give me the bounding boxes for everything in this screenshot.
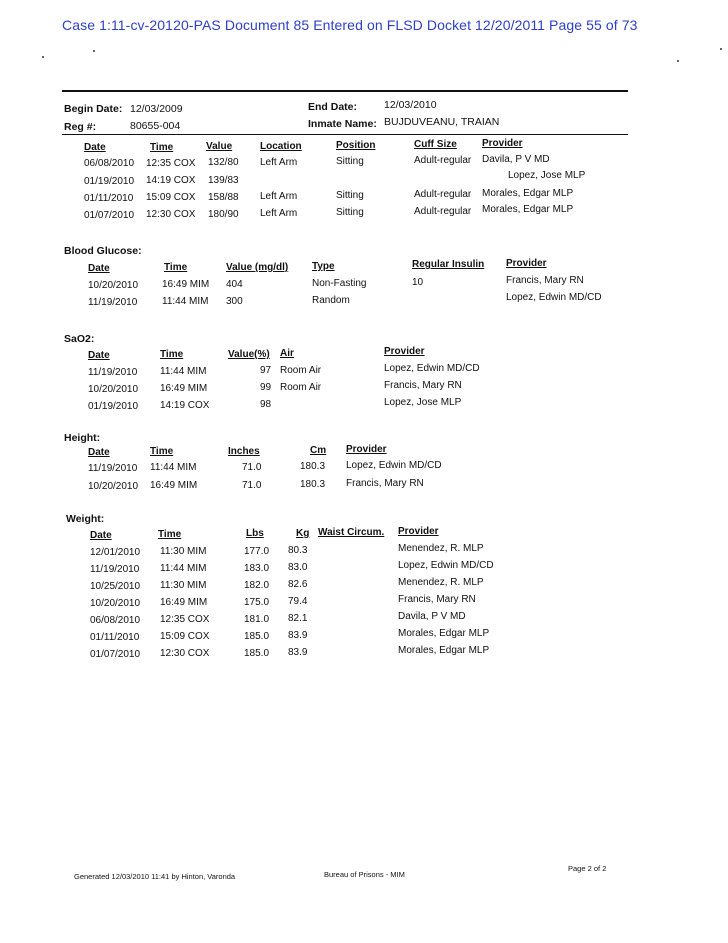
bp-header-value: Value bbox=[206, 141, 233, 152]
scan-speck bbox=[42, 56, 44, 58]
weight-provider: Lopez, Edwin MD/CD bbox=[398, 560, 494, 571]
weight-lbs: 185.0 bbox=[244, 648, 270, 659]
height-time: 16:49 MIM bbox=[150, 480, 198, 491]
weight-date: 11/19/2010 bbox=[90, 564, 140, 575]
top-rule bbox=[62, 90, 628, 92]
weight-kg: 83.9 bbox=[288, 647, 308, 658]
sao2-header-value: Value(%) bbox=[228, 349, 270, 360]
sao2-time: 16:49 MIM bbox=[160, 383, 208, 394]
sao2-time: 14:19 COX bbox=[160, 400, 210, 411]
bp-time: 14:19 COX bbox=[146, 175, 196, 186]
weight-kg: 79.4 bbox=[288, 596, 308, 607]
weight-kg: 82.6 bbox=[288, 579, 308, 590]
bp-time: 12:35 COX bbox=[146, 158, 196, 169]
sao2-header-time: Time bbox=[160, 349, 184, 360]
glucose-date: 10/20/2010 bbox=[88, 280, 139, 291]
inmate-name-label: Inmate Name: bbox=[308, 118, 377, 130]
weight-date: 01/11/2010 bbox=[90, 632, 140, 643]
glucose-header-type: Type bbox=[312, 261, 335, 272]
height-time: 11:44 MIM bbox=[150, 462, 197, 473]
scan-speck bbox=[720, 48, 722, 50]
weight-header-lbs: Lbs bbox=[246, 528, 264, 539]
weight-title: Weight: bbox=[66, 513, 105, 525]
end-date-label: End Date: bbox=[308, 101, 358, 113]
bureau-footer: Bureau of Prisons - MIM bbox=[324, 870, 405, 879]
bp-header-cuff-size: Cuff Size bbox=[414, 139, 457, 150]
height-header-cm: Cm bbox=[310, 445, 327, 456]
sao2-provider: Francis, Mary RN bbox=[384, 380, 462, 391]
weight-date: 12/01/2010 bbox=[90, 547, 141, 558]
height-provider: Lopez, Edwin MD/CD bbox=[346, 460, 442, 471]
height-header-date: Date bbox=[88, 447, 110, 458]
glucose-provider: Lopez, Edwin MD/CD bbox=[506, 292, 602, 303]
sao2-provider: Lopez, Jose MLP bbox=[384, 397, 462, 408]
glucose-type: Non-Fasting bbox=[312, 278, 367, 289]
bp-value: 132/80 bbox=[208, 157, 239, 168]
height-inches: 71.0 bbox=[242, 462, 262, 473]
weight-lbs: 181.0 bbox=[244, 614, 270, 625]
weight-provider: Francis, Mary RN bbox=[398, 594, 476, 605]
sao2-date: 10/20/2010 bbox=[88, 384, 139, 395]
sao2-air: Room Air bbox=[280, 382, 322, 393]
bp-cuff-size: Adult-regular bbox=[414, 155, 472, 166]
weight-lbs: 183.0 bbox=[244, 563, 270, 574]
bp-date: 01/07/2010 bbox=[84, 210, 135, 221]
weight-provider: Menendez, R. MLP bbox=[398, 543, 484, 554]
weight-provider: Morales, Edgar MLP bbox=[398, 628, 490, 639]
weight-date: 06/08/2010 bbox=[90, 615, 141, 626]
weight-kg: 80.3 bbox=[288, 545, 308, 556]
bp-value: 180/90 bbox=[208, 209, 239, 220]
weight-time: 16:49 MIM bbox=[160, 597, 208, 608]
weight-date: 01/07/2010 bbox=[90, 649, 141, 660]
weight-provider: Morales, Edgar MLP bbox=[398, 645, 490, 656]
reg-value: 80655-004 bbox=[130, 120, 181, 132]
bp-cuff-size: Adult-regular bbox=[414, 206, 472, 217]
weight-header-time: Time bbox=[158, 529, 182, 540]
page-number-footer: Page 2 of 2 bbox=[568, 864, 607, 873]
bp-location: Left Arm bbox=[260, 208, 298, 219]
sao2-header-date: Date bbox=[88, 350, 110, 361]
weight-kg: 82.1 bbox=[288, 613, 308, 624]
meta-rule bbox=[62, 134, 628, 135]
sao2-header-provider: Provider bbox=[384, 346, 425, 357]
bp-header-date: Date bbox=[84, 142, 106, 153]
weight-lbs: 175.0 bbox=[244, 597, 270, 608]
weight-provider: Davila, P V MD bbox=[398, 611, 466, 622]
height-header-provider: Provider bbox=[346, 444, 387, 455]
sao2-value: 98 bbox=[260, 399, 272, 410]
sao2-provider: Lopez, Edwin MD/CD bbox=[384, 363, 480, 374]
end-date-value: 12/03/2010 bbox=[384, 99, 437, 111]
weight-kg: 83.9 bbox=[288, 630, 308, 641]
bp-header-position: Position bbox=[336, 140, 376, 151]
bp-position: Sitting bbox=[336, 207, 364, 218]
glucose-time: 11:44 MIM bbox=[162, 296, 209, 307]
court-header: Case 1:11-cv-20120-PAS Document 85 Entered on FLSD Docket 12/20/2011 Page 55 of 73 bbox=[62, 17, 638, 33]
weight-time: 11:44 MIM bbox=[160, 563, 207, 574]
height-cm: 180.3 bbox=[300, 479, 326, 490]
height-cm: 180.3 bbox=[300, 461, 326, 472]
generated-by-footer: Generated 12/03/2010 11:41 by Hinton, Varonda bbox=[74, 872, 236, 881]
weight-header-waist-circum: Waist Circum. bbox=[318, 527, 385, 538]
blood-glucose-title: Blood Glucose: bbox=[64, 245, 142, 257]
bp-time: 15:09 COX bbox=[146, 192, 196, 203]
bp-time: 12:30 COX bbox=[146, 209, 196, 220]
height-date: 10/20/2010 bbox=[88, 481, 139, 492]
weight-lbs: 182.0 bbox=[244, 580, 270, 591]
bp-date: 06/08/2010 bbox=[84, 158, 135, 169]
scan-speck bbox=[677, 60, 679, 62]
weight-time: 11:30 MIM bbox=[160, 546, 207, 557]
glucose-date: 11/19/2010 bbox=[88, 297, 138, 308]
glucose-value: 404 bbox=[226, 279, 243, 290]
height-header-inches: Inches bbox=[228, 446, 260, 457]
height-provider: Francis, Mary RN bbox=[346, 478, 424, 489]
height-header-time: Time bbox=[150, 446, 174, 457]
bp-provider: Morales, Edgar MLP bbox=[482, 188, 574, 199]
bp-location: Left Arm bbox=[260, 157, 298, 168]
sao2-date: 11/19/2010 bbox=[88, 367, 138, 378]
weight-date: 10/25/2010 bbox=[90, 581, 141, 592]
bp-cuff-size: Adult-regular bbox=[414, 189, 472, 200]
bp-date: 01/11/2010 bbox=[84, 193, 134, 204]
weight-time: 12:30 COX bbox=[160, 648, 210, 659]
bp-date: 01/19/2010 bbox=[84, 176, 135, 187]
bp-header-provider: Provider bbox=[482, 138, 523, 149]
weight-lbs: 185.0 bbox=[244, 631, 270, 642]
glucose-provider: Francis, Mary RN bbox=[506, 275, 584, 286]
weight-time: 11:30 MIM bbox=[160, 580, 207, 591]
weight-time: 15:09 COX bbox=[160, 631, 210, 642]
height-date: 11/19/2010 bbox=[88, 463, 138, 474]
glucose-header-date: Date bbox=[88, 263, 110, 274]
bp-value: 158/88 bbox=[208, 192, 239, 203]
glucose-type: Random bbox=[312, 295, 350, 306]
weight-header-date: Date bbox=[90, 530, 112, 541]
bp-position: Sitting bbox=[336, 190, 364, 201]
bp-provider: Davila, P V MD bbox=[482, 154, 550, 165]
bp-provider: Morales, Edgar MLP bbox=[482, 204, 574, 215]
begin-date-label: Begin Date: bbox=[64, 103, 123, 115]
glucose-regular-insulin: 10 bbox=[412, 277, 424, 288]
bp-value: 139/83 bbox=[208, 175, 239, 186]
bp-position: Sitting bbox=[336, 156, 364, 167]
glucose-time: 16:49 MIM bbox=[162, 279, 210, 290]
glucose-header-time: Time bbox=[164, 262, 188, 273]
weight-date: 10/20/2010 bbox=[90, 598, 141, 609]
weight-provider: Menendez, R. MLP bbox=[398, 577, 484, 588]
begin-date-value: 12/03/2009 bbox=[130, 103, 183, 115]
height-inches: 71.0 bbox=[242, 480, 262, 491]
sao2-header-air: Air bbox=[280, 348, 294, 359]
sao2-value: 99 bbox=[260, 382, 272, 393]
weight-time: 12:35 COX bbox=[160, 614, 210, 625]
weight-kg: 83.0 bbox=[288, 562, 308, 573]
sao2-air: Room Air bbox=[280, 365, 322, 376]
bp-header-location: Location bbox=[260, 141, 302, 152]
height-title: Height: bbox=[64, 432, 101, 444]
inmate-name-value: BUJDUVEANU, TRAIAN bbox=[384, 116, 500, 128]
weight-header-provider: Provider bbox=[398, 526, 439, 537]
glucose-header-value: Value (mg/dl) bbox=[226, 262, 289, 273]
glucose-value: 300 bbox=[226, 296, 243, 307]
bp-header-time: Time bbox=[150, 142, 174, 153]
weight-header-kg: Kg bbox=[296, 528, 310, 539]
scan-speck bbox=[93, 50, 95, 52]
bp-provider: Lopez, Jose MLP bbox=[508, 170, 586, 181]
weight-lbs: 177.0 bbox=[244, 546, 270, 557]
bp-location: Left Arm bbox=[260, 191, 298, 202]
sao2-title: SaO2: bbox=[64, 333, 95, 345]
reg-label: Reg #: bbox=[64, 121, 97, 133]
sao2-date: 01/19/2010 bbox=[88, 401, 139, 412]
glucose-header-regular-insulin: Regular Insulin bbox=[412, 259, 485, 270]
sao2-time: 11:44 MIM bbox=[160, 366, 207, 377]
glucose-header-provider: Provider bbox=[506, 258, 547, 269]
sao2-value: 97 bbox=[260, 365, 272, 376]
